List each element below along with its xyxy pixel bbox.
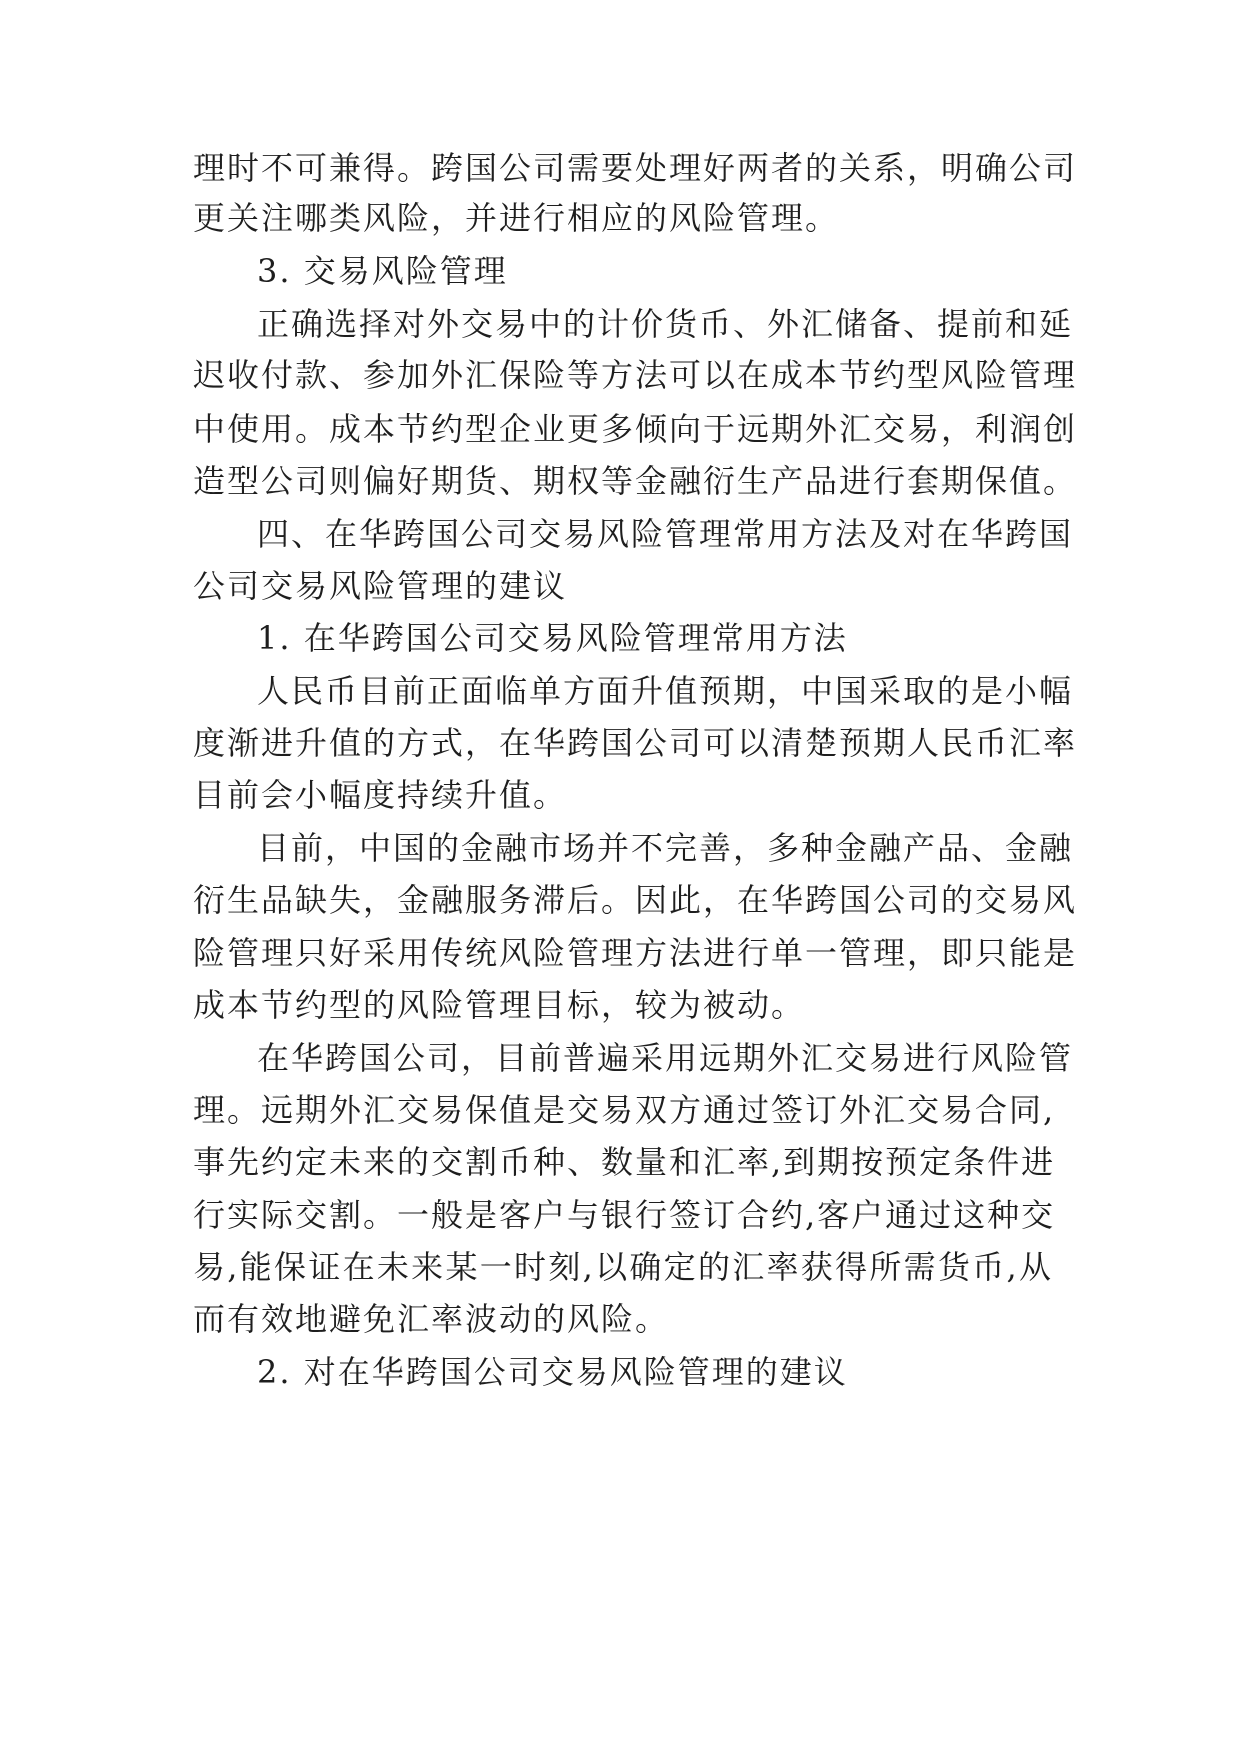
paragraph-line: 行实际交割。一般是客户与银行签订合约,客户通过这种交	[193, 1196, 1056, 1234]
paragraph-line: 事先约定未来的交割币种、数量和汇率,到期按预定条件进	[193, 1143, 1056, 1181]
paragraph-line: 易,能保证在未来某一时刻,以确定的汇率获得所需货币,从	[193, 1248, 1053, 1286]
paragraph-line: 在华跨国公司，目前普遍采用远期外汇交易进行风险管	[257, 1039, 1074, 1077]
chapter-heading: 四、在华跨国公司交易风险管理常用方法及对在华跨国	[257, 515, 1074, 553]
paragraph-line: 人民币目前正面临单方面升值预期，中国采取的是小幅	[257, 672, 1074, 710]
paragraph-line: 更关注哪类风险，并进行相应的风险管理。	[193, 199, 840, 237]
section-heading: 1. 在华跨国公司交易风险管理常用方法	[257, 619, 848, 657]
paragraph-line: 而有效地避免汇率波动的风险。	[193, 1300, 670, 1338]
paragraph-line: 度渐进升值的方式，在华跨国公司可以清楚预期人民币汇率	[193, 724, 1078, 762]
section-heading: 2. 对在华跨国公司交易风险管理的建议	[257, 1353, 848, 1391]
paragraph-line: 衍生品缺失，金融服务滞后。因此，在华跨国公司的交易风	[193, 881, 1078, 919]
paragraph-line: 理时不可兼得。跨国公司需要处理好两者的关系，明确公司	[193, 149, 1078, 187]
paragraph-line: 目前，中国的金融市场并不完善，多种金融产品、金融	[257, 829, 1074, 867]
chapter-heading: 公司交易风险管理的建议	[193, 567, 568, 605]
paragraph-line: 成本节约型的风险管理目标，较为被动。	[193, 986, 806, 1024]
paragraph-line: 险管理只好采用传统风险管理方法进行单一管理，即只能是	[193, 934, 1078, 972]
paragraph-line: 理。远期外汇交易保值是交易双方通过签订外汇交易合同,	[193, 1091, 1056, 1129]
paragraph-line: 目前会小幅度持续升值。	[193, 776, 568, 814]
section-heading: 3. 交易风险管理	[257, 252, 508, 290]
paragraph-line: 正确选择对外交易中的计价货币、外汇储备、提前和延	[257, 305, 1074, 343]
paragraph-line: 造型公司则偏好期货、期权等金融衍生产品进行套期保值。	[193, 462, 1078, 500]
paragraph-line: 中使用。成本节约型企业更多倾向于远期外汇交易，利润创	[193, 410, 1078, 448]
paragraph-line: 迟收付款、参加外汇保险等方法可以在成本节约型风险管理	[193, 356, 1078, 394]
